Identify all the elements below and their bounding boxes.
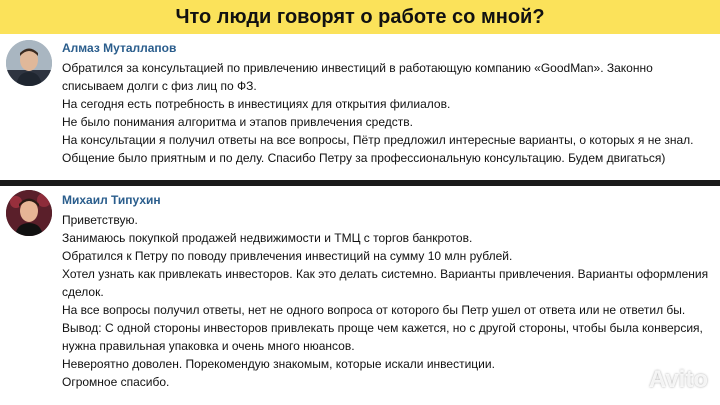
review-text bbox=[62, 59, 712, 167]
review-line: Занимаюсь покупкой продажей недвижимости и ТМЦ с торгов банкротов. bbox=[62, 231, 473, 245]
review-line: Обратился за консультацией по привлечению инвестиций в работающую компанию «GoodMan». Законно списываем долги с физ лиц по ФЗ. bbox=[62, 61, 653, 93]
avatar[interactable] bbox=[6, 190, 52, 236]
avito-logo-icon bbox=[615, 365, 645, 395]
review-line: На все вопросы получил ответы, нет не одного вопроса от которого бы Петр ушел от ответа или не ответил бы. bbox=[62, 303, 686, 317]
review-card bbox=[0, 34, 720, 180]
review-text bbox=[62, 211, 712, 391]
page-header bbox=[0, 0, 720, 34]
review-line: Приветствую. bbox=[62, 213, 138, 227]
avito-watermark bbox=[615, 365, 708, 395]
watermark-text: Avito bbox=[648, 366, 708, 393]
review-line: Хотел узнать как привлекать инвесторов. Как это делать системно. Варианты привлечения. Варианты оформления сделок. bbox=[62, 267, 709, 299]
author-name[interactable]: Алмаз Муталлапов bbox=[62, 41, 177, 55]
user-photo-icon bbox=[6, 190, 52, 236]
author-name[interactable]: Михаил Типухин bbox=[62, 193, 161, 207]
review-line: Невероятно доволен. Порекомендую знакомым, которые искали инвестиции. bbox=[62, 357, 495, 371]
avatar[interactable] bbox=[6, 40, 52, 86]
review-line: Не было понимания алгоритма и этапов привлечения средств. bbox=[62, 115, 413, 129]
review-line: На сегодня есть потребность в инвестициях для открытия филиалов. bbox=[62, 97, 451, 111]
page-title: Что люди говорят о работе со мной? bbox=[175, 5, 545, 28]
review-line: Огромное спасибо. bbox=[62, 375, 170, 389]
review-line: Вывод: С одной стороны инвесторов привлекать проще чем кажется, но с другой стороны, чтобы была конверсия, нужна правильная упаковка и очень много нюансов. bbox=[62, 321, 703, 353]
review-line: Обратился к Петру по поводу привлечения инвестиций на сумму 10 млн рублей. bbox=[62, 249, 513, 263]
review-line: На консультации я получил ответы на все вопросы, Пётр предложил интересные варианты, о которых я не знал. Общение было приятным и по делу. Спасибо Петру за профессиональную консультацию. Будем двигаться) bbox=[62, 133, 694, 165]
user-photo-icon bbox=[6, 40, 52, 86]
review-card bbox=[0, 186, 720, 405]
